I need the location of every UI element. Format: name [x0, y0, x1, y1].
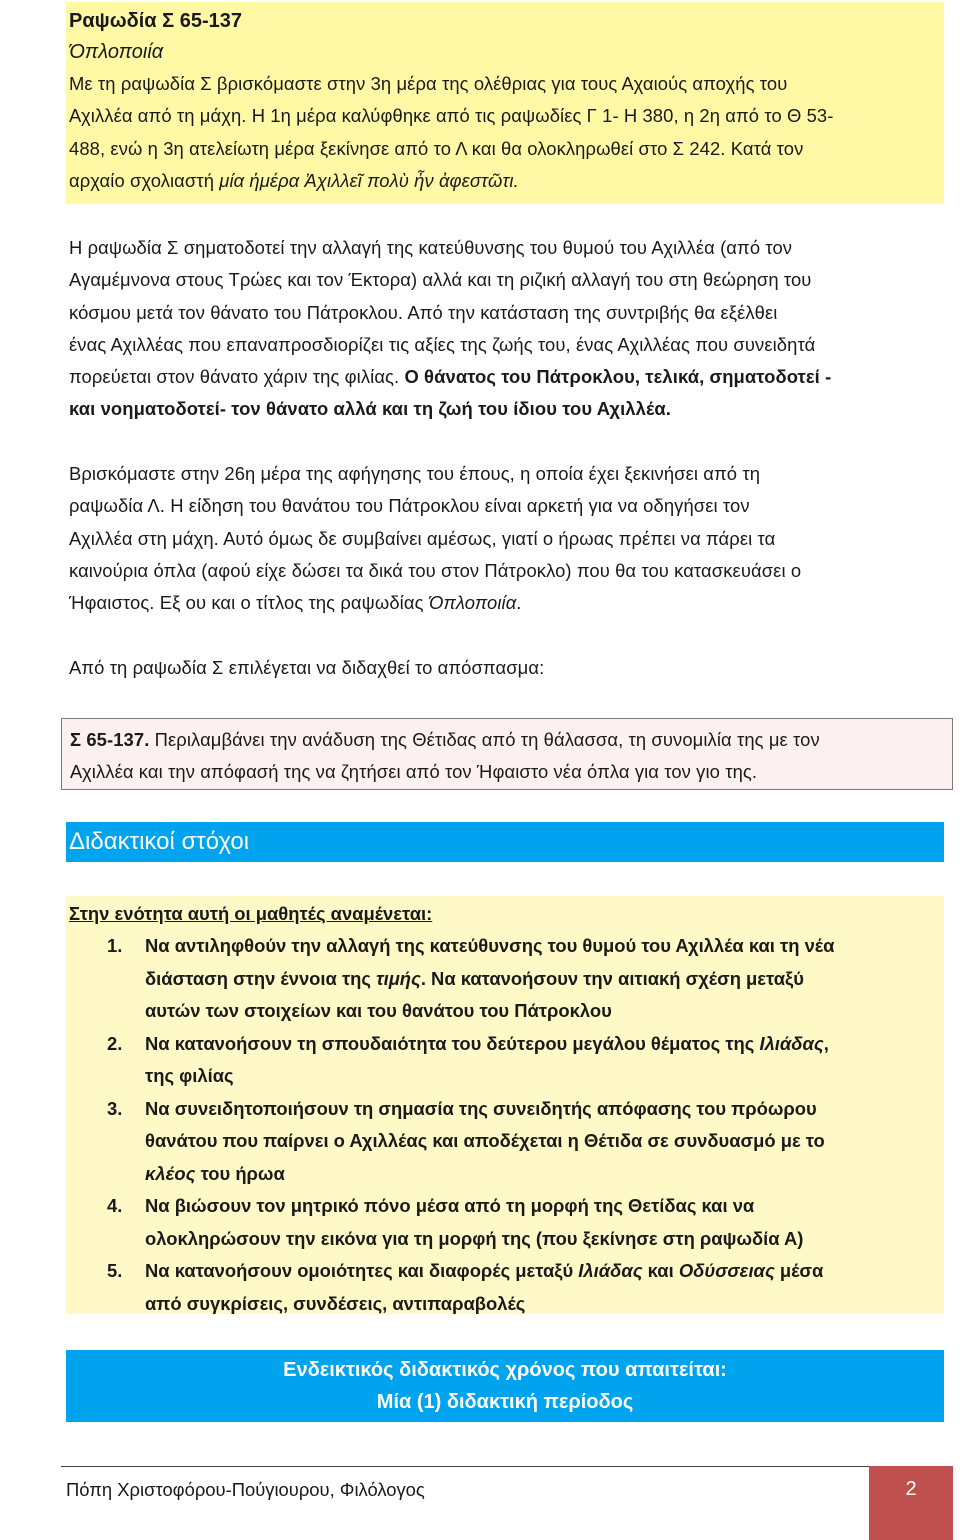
- text-run: Να κατανοήσουν τη σπουδαιότητα του δεύτερου μεγάλου θέματος της: [145, 1032, 760, 1054]
- text-line: Με τη ραψωδία Σ βρισκόμαστε στην 3η μέρα της ολέθριας για τους Αχαιούς αποχής του: [69, 73, 788, 94]
- text-line: [70, 724, 944, 756]
- term-italic: Ιλιάδας: [578, 1260, 643, 1281]
- text-line: Να αντιληφθούν την αλλαγή της κατεύθυνσης του θυμού του Αχιλλέα και τη νέα: [145, 935, 835, 956]
- text-line: κόσμου μετά τον θάνατο του Πάτροκλου. Από την κατάσταση της συντριβής θα εξέλθει: [69, 301, 778, 323]
- text-run: και: [642, 1260, 679, 1281]
- goal-item: [69, 1028, 941, 1093]
- text-line: ένας Αχιλλέας που επαναπροσδιορίζει τις αξίες της ζωής του, ένας Αχιλλέας που συνειδητά: [69, 333, 816, 355]
- text-run: του ήρωα: [195, 1162, 285, 1184]
- text-line: Να συνειδητοποιήσουν τη σημασία της συνειδητής απόφασης του πρόωρου: [145, 1097, 817, 1119]
- text-run: αρχαίο σχολιαστή: [69, 169, 220, 191]
- goal-item: [69, 930, 941, 1028]
- title-italic: Όπλοποιία: [428, 592, 517, 614]
- goals-intro: Στην ενότητα αυτή οι μαθητές αναμένεται:: [69, 903, 433, 924]
- text-line: Βρισκόμαστε στην 26η μέρα της αφήγησης του έπους, η οποία έχει ξεκινήσει από τη: [69, 463, 761, 484]
- text-line: αυτών των στοιχείων και του θανάτου του Πάτροκλου: [145, 1000, 612, 1021]
- text-run: ,: [823, 1032, 829, 1054]
- intro-paragraph: [69, 68, 941, 197]
- goals-box: [66, 896, 944, 1314]
- text-line: 488, ενώ η 3η ατελείωτη μέρα ξεκίνησε από το Λ και θα ολοκληρωθεί στο Σ 242. Κατά τον: [69, 137, 804, 159]
- text-line: [145, 1028, 941, 1061]
- text-line: ολοκληρώσουν την εικόνα για τη μορφή της (που ξεκίνησε στη ραψωδία Α): [145, 1227, 804, 1249]
- text-line: Αχιλλέα και την απόφασή της να ζητήσει από τον Ήφαιστο νέα όπλα για τον γιο της.: [70, 761, 758, 783]
- text-run: Περιλαμβάνει την ανάδυση της Θέτιδας από τη θάλασσα, τη συνομιλία της με τον: [149, 729, 820, 750]
- goals-heading: Διδακτικοί στόχοι: [66, 822, 944, 862]
- text-line: Η ραψωδία Σ σηματοδοτεί την αλλαγή της κατεύθυνσης του θυμού του Αχιλλέα (από τον: [69, 237, 793, 258]
- goal-number: 2.: [107, 1032, 123, 1054]
- term-italic: τιμής: [376, 967, 421, 989]
- emphasis-text: και νοηματοδοτεί- τον θάνατο αλλά και τη ζωή του ίδιου του Αχιλλέα.: [69, 398, 671, 420]
- teaching-time-label: Ενδεικτικός διδακτικός χρόνος που απαιτείται:: [283, 1359, 727, 1381]
- text-run: .: [516, 592, 522, 614]
- goal-number: 4.: [107, 1195, 123, 1216]
- text-line: ραψωδία Λ. Η είδηση του θανάτου του Πάτροκλου είναι αρκετή για να οδηγήσει τον: [69, 495, 750, 517]
- text-run: Να κατανοήσουν ομοιότητες και διαφορές μεταξύ: [145, 1260, 579, 1281]
- text-line: της φιλίας: [145, 1065, 234, 1086]
- text-line: καινούρια όπλα (αφού είχε δώσει τα δικά του στον Πάτροκλο) που θα του κατασκευάσει ο: [69, 559, 802, 581]
- scholiast-quote: μία ἡμέρα Ἀχιλλεῖ πολὺ ἦν ἀφεστῶτι.: [219, 169, 519, 191]
- text-line: [69, 165, 941, 197]
- footer-divider: [61, 1466, 869, 1467]
- text-line: Να βιώσουν τον μητρικό πόνο μέσα από τη μορφή της Θετίδας και να: [145, 1195, 755, 1216]
- text-run: πορεύεται στον θάνατο χάριν της φιλίας.: [69, 366, 405, 388]
- goal-item: [69, 1255, 941, 1320]
- text-line: Αγαμέμνονα στους Τρώες και τον Έκτορα) αλλά και τη ριζική αλλαγή του στη θεώρηση του: [69, 269, 812, 291]
- page-number: 2: [869, 1466, 953, 1540]
- goals-list: [69, 930, 941, 1320]
- text-line: [145, 1255, 941, 1288]
- intro-box: [66, 2, 944, 204]
- goal-number: 3.: [107, 1097, 123, 1119]
- paragraph-wrath: [66, 232, 944, 426]
- term-italic: Ιλιάδας: [759, 1032, 824, 1054]
- emphasis-text: Ο θάνατος του Πάτροκλου, τελικά, σηματοδοτεί -: [404, 366, 832, 388]
- text-line: [69, 393, 941, 425]
- goal-item: [69, 1093, 941, 1191]
- excerpt-reference: Σ 65-137.: [70, 729, 150, 750]
- text-line: [145, 963, 941, 996]
- section-subtitle: Όπλοποιία: [69, 41, 164, 63]
- paragraph-excerpt-intro: [66, 652, 944, 684]
- text-run: μέσα: [774, 1260, 824, 1281]
- text-line: από συγκρίσεις, συνδέσεις, αντιπαραβολές: [145, 1292, 526, 1314]
- text-line: [69, 587, 941, 619]
- term-italic: κλέος: [145, 1162, 196, 1184]
- text-line: Αχιλλέα από τη μάχη. Η 1η μέρα καλύφθηκε από τις ραψωδίες Γ 1- Η 380, η 2η από το Θ 53-: [69, 105, 834, 127]
- footer-author: Πόπη Χριστοφόρου-Πούγιουρου, Φιλόλογος: [66, 1479, 425, 1500]
- teaching-time-value: Μία (1) διδακτική περίοδος: [376, 1391, 634, 1413]
- goal-number: 1.: [107, 935, 123, 956]
- text-line: [69, 361, 941, 393]
- text-line: [145, 1158, 941, 1191]
- teaching-time-box: [66, 1350, 944, 1422]
- excerpt-box: [61, 718, 953, 790]
- text-line: θανάτου που παίρνει ο Αχιλλέας και αποδέχεται η Θέτιδα σε συνδυασμό με το: [145, 1130, 825, 1151]
- text-line: Από τη ραψωδία Σ επιλέγεται να διδαχθεί το απόσπασμα:: [69, 657, 545, 678]
- goal-number: 5.: [107, 1260, 123, 1281]
- text-run: διάσταση στην έννοια της: [145, 967, 377, 989]
- section-title: Ραψωδία Σ 65-137: [69, 10, 242, 32]
- term-italic: Οδύσσειας: [678, 1260, 775, 1281]
- paragraph-day: [66, 458, 944, 619]
- text-run: . Να κατανοήσουν την αιτιακή σχέση μεταξύ: [420, 967, 804, 989]
- text-line: Αχιλλέα στη μάχη. Αυτό όμως δε συμβαίνει αμέσως, γιατί ο ήρωας πρέπει να πάρει τα: [69, 527, 776, 549]
- text-run: Ήφαιστος. Εξ ου και ο τίτλος της ραψωδίας: [69, 592, 429, 614]
- goal-item: [69, 1190, 941, 1255]
